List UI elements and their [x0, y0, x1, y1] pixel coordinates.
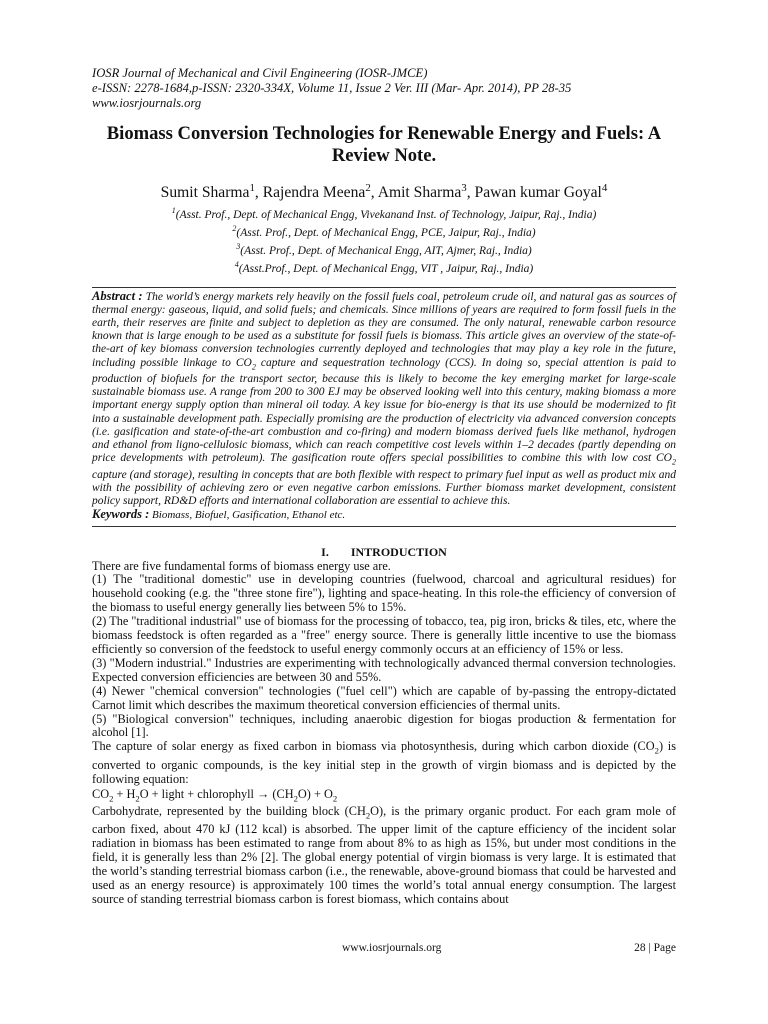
affiliation-sup: 4 — [234, 259, 239, 269]
keywords-text: Biomass, Biofuel, Gasification, Ethanol etc. — [152, 509, 346, 522]
text-run: O), is the primary organic product. For each gram mole of carbon fixed, about 470 kJ (112 kcal) is absorbed. The upper limit of the capture efficiency of the incident solar radiation in biomass has been estimated to range from about 8% to as high as 15%, but under most conditions in the field, it is generally less than 2% [2]. The global energy potential of virgin biomass is very large. It is estimated that the world’s standing terrestrial biomass carbon (i.e., the renewable, above-ground biomass that could be harvested and used as an energy resource) is approximately 100 times the world’s total annual energy consumption. The largest source of standing terrestrial biomass carbon is forest biomass, which contains about — [92, 803, 676, 906]
author-name: Sumit Sharma — [160, 184, 250, 202]
affiliation-sup: 1 — [171, 206, 176, 216]
affiliation-text: (Asst. Prof., Dept. of Mechanical Engg, AIT, Ajmer, Raj., India) — [240, 244, 532, 257]
affiliation — [92, 240, 676, 258]
journal-site[interactable]: www.iosrjournals.org — [92, 96, 202, 110]
eq-part: O + light + chlorophyll → (CH — [139, 786, 294, 801]
author-sup: 2 — [365, 182, 371, 194]
paragraph: (3) "Modern industrial." Industries are experimenting with technologically advanced thermal conversion technologies. Expected conversion efficiencies are between 30 and 55%. — [92, 655, 676, 684]
subscript: 2 — [365, 810, 371, 821]
photosynthesis-equation — [92, 787, 676, 805]
subscript: 2 — [109, 792, 114, 803]
author-sup: 1 — [249, 182, 255, 194]
author-name: Rajendra Meena — [262, 184, 366, 202]
eq-part: + H — [113, 786, 136, 801]
affiliation-sup: 2 — [232, 224, 237, 234]
footer-site[interactable]: www.iosrjournals.org — [342, 942, 442, 954]
paragraph: (1) The "traditional domestic" use in developing countries (fuelwood, charcoal and agricultural residues) for household cooking (e.g. the "three stone fire"), lighting and space-heating. In this role-the efficiency of conversion of the biomass to useful energy generally lies between 5% to 15%. — [92, 572, 676, 615]
keywords-row — [92, 508, 676, 522]
paper-title: Biomass Conversion Technologies for Renewable Energy and Fuels: A Review Note. — [106, 123, 662, 166]
subscript: 2 — [671, 457, 676, 467]
eq-part: O) + O — [297, 786, 333, 801]
section-heading — [92, 545, 676, 560]
affiliation-sup: 3 — [236, 241, 241, 251]
journal-issn: e-ISSN: 2278-1684,p-ISSN: 2320-334X, Volume 11, Issue 2 Ver. III (Mar- Apr. 2014), PP 28-35 — [92, 81, 572, 95]
text-run: The capture of solar energy as fixed carbon in biomass via photosynthesis, during which carbon dioxide (CO — [92, 739, 655, 754]
page-number: 28 | Page — [634, 942, 676, 954]
paragraph: There are five fundamental forms of biomass energy use are. — [92, 558, 391, 573]
subscript: 2 — [293, 792, 298, 803]
abstract-paragraph — [92, 290, 676, 509]
subscript: 2 — [251, 361, 256, 371]
affiliation-text: (Asst. Prof., Dept. of Mechanical Engg, Vivekanand Inst. of Technology, Jaipur, Raj., India) — [175, 209, 597, 222]
author-sup: 3 — [461, 182, 467, 194]
author-name: Amit Sharma — [377, 184, 462, 202]
author-name: Pawan kumar Goyal — [474, 184, 602, 202]
abstract-text: The world’s energy markets rely heavily on the fossil fuels coal, petroleum crude oil, and natural gas as sources of thermal energy: gaseous, liquid, and solid fuels; and chemicals. Since millions of years are required to form fossil fuels in the earth, their reserves are finite and subject to depletion as they are consumed. The only natural, renewable carbon resource known that is large enough to be used as a substitute for fossil fuels is biomass. This article gives an overview of the state-of-the-art of key biomass conversion technologies currently deployed and technologies that may play a key role in the future, including possible linkage to CO — [92, 290, 676, 369]
affiliation-text: (Asst. Prof., Dept. of Mechanical Engg, PCE, Jaipur, Raj., India) — [236, 226, 536, 239]
keywords-label: Keywords : — [92, 507, 150, 522]
body-text — [92, 560, 676, 907]
abstract-text: capture and sequestration technology (CCS). In doing so, special attention is paid to production of biofuels for the transport sector, because this is likely to become the key emerging market for large-scale sustainable biomass use. A range from 200 to 300 EJ may be observed looking well into this century, making biomass a more important energy supply option than mineral oil today. A key issue for bio-energy is that its use should be modernized to fit into a sustainable development path. Especially promising are the production of electricity via advanced conversion concepts (i.e. gasification and state-of-the-art combustion and co-firing) and modern biomass derived fuels like methanol, hydrogen and ethanol from ligno-cellulosic biomass, which can reach competitive cost levels within 1–2 decades (partly depending on price developments with petroleum). The gasification route offers special possibilities to combine this with low cost CO — [92, 356, 676, 465]
journal-name: IOSR Journal of Mechanical and Civil Engineering (IOSR-JMCE) — [92, 66, 428, 80]
affiliation — [92, 222, 676, 240]
subscript: 2 — [332, 792, 338, 803]
eq-part: CO — [92, 786, 110, 801]
abstract-text: capture (and storage), resulting in concepts that are both flexible with respect to primary fuel input as well as product mix and with the possibility of achieving zero or even negative carbon emissions. Further biomass market development, consistent policy support, RD&D efforts and international collaboration are essential to achieve this. — [92, 468, 676, 508]
paper-page — [92, 66, 676, 907]
paragraph — [92, 740, 676, 786]
paragraph: (5) "Biological conversion" techniques, including anaerobic digestion for biogas production & fermentation for alcohol [1]. — [92, 711, 676, 740]
text-run: Carbohydrate, represented by the building block (CH — [92, 803, 366, 818]
paragraph — [92, 805, 676, 907]
paragraph: (4) Newer "chemical conversion" technologies ("fuel cell") which are capable of by-passing the entropy-dictated Carnot limit which describes the maximum theoretical conversion efficiencies of thermal units. — [92, 683, 676, 712]
affiliation-list — [92, 204, 676, 275]
affiliation-text: (Asst.Prof., Dept. of Mechanical Engg, VIT , Jaipur, Raj., India) — [238, 262, 534, 275]
paragraph: (2) The "traditional industrial" use of biomass for the processing of tobacco, tea, pig iron, bricks & tiles, etc, where the biomass feedstock is often regarded as a "free" energy source. There is generally little incentive to use the biomass efficiently so conversion of the feedstock to useful energy commonly occurs at an efficiency of 15% or less. — [92, 614, 676, 656]
affiliation — [92, 204, 676, 222]
author-sup: 4 — [601, 182, 608, 194]
section-number: I. — [321, 544, 329, 559]
subscript: 2 — [654, 745, 659, 756]
text-run: ) is converted to organic compounds, is the key initial step in the growth of virgin biomass and is depicted by the following equation: — [92, 739, 676, 786]
section-title: INTRODUCTION — [350, 544, 447, 559]
abstract-label: Abstract : — [92, 288, 143, 303]
subscript: 2 — [135, 792, 140, 803]
journal-header — [92, 66, 676, 111]
author-list: Sumit Sharma$^1$, Rajendra Meena$^2$, Amit Sharma$^3$, Pawan kumar Goyal$^4$ — [160, 182, 608, 202]
abstract-block — [92, 287, 676, 527]
affiliation — [92, 258, 676, 276]
